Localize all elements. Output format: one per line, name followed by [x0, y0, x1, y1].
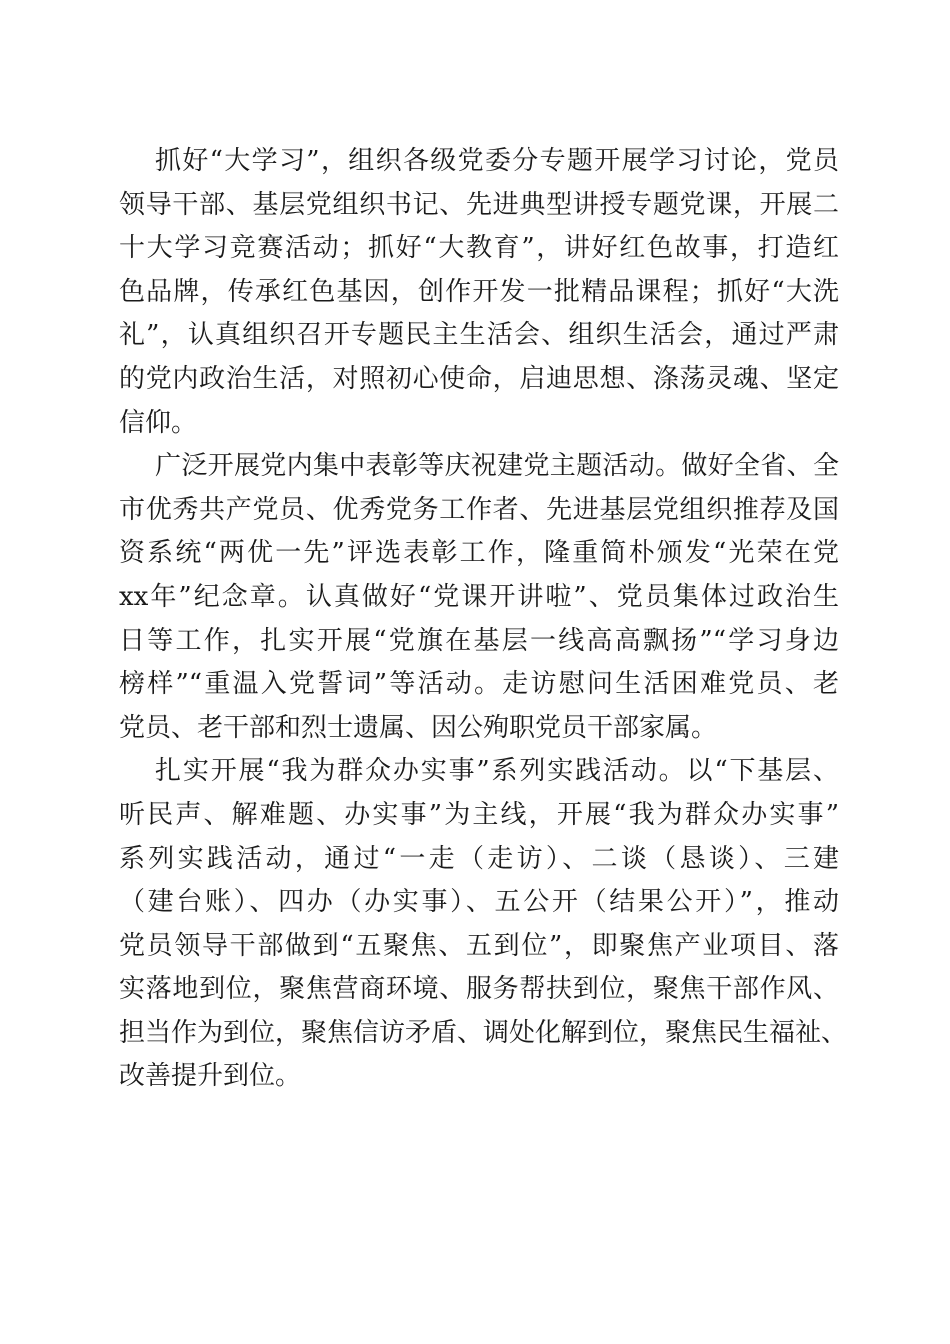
text-line: 党员、老干部和烈士遗属、因公殉职党员干部家属。 — [119, 712, 718, 743]
text-line: 担当作为到位，聚焦信访矛盾、调处化解到位，聚焦民生福祉、 — [119, 1017, 848, 1048]
paragraph-3 — [119, 750, 848, 1099]
text-line: xx年”纪念章。认真做好“党课开讲啦”、党员集体过政治生 — [119, 581, 839, 612]
text-line: 实落地到位，聚焦营商环境、服务帮扶到位，聚焦干部作风、 — [119, 974, 839, 1005]
text-line: 信仰。 — [119, 407, 198, 438]
text-line: 榜样”“重温入党誓词”等活动。走访慰问生活困难党员、老 — [119, 669, 839, 700]
text-line: 扎实开展“我为群众办实事”系列实践活动。以“下基层、 — [155, 756, 839, 787]
text-line: 十大学习竞赛活动；抓好“大教育”，讲好红色故事，打造红 — [119, 233, 839, 264]
text-line: 领导干部、基层党组织书记、先进典型讲授专题党课，开展二 — [119, 189, 839, 220]
text-line: 改善提升到位。 — [119, 1061, 302, 1092]
text-line: 听民声、解难题、办实事”为主线，开展“我为群众办实事” — [119, 799, 839, 830]
text-line: 的党内政治生活，对照初心使命，启迪思想、涤荡灵魂、坚定 — [119, 363, 839, 394]
text-line: 礼”，认真组织召开专题民主生活会、组织生活会，通过严肃 — [119, 320, 839, 351]
text-line: （建台账）、四办（办实事）、五公开（结果公开）”，推动 — [119, 887, 839, 918]
text-line: 广泛开展党内集中表彰等庆祝建党主题活动。做好全省、全 — [155, 451, 839, 482]
document-body — [119, 140, 848, 1099]
text-line: 抓好“大学习”，组织各级党委分专题开展学习讨论，党员 — [155, 146, 839, 176]
text-line: 资系统“两优一先”评选表彰工作，隆重简朴颁发“光荣在党 — [119, 538, 839, 569]
text-line: 色品牌，传承红色基因，创作开发一批精品课程；抓好“大洗 — [119, 276, 839, 307]
text-line: 日等工作，扎实开展“党旗在基层一线高高飘扬”“学习身边 — [119, 625, 839, 656]
paragraph-2 — [119, 445, 839, 750]
text-line: 市优秀共产党员、优秀党务工作者、先进基层党组织推荐及国 — [119, 494, 839, 525]
text-line: 党员领导干部做到“五聚焦、五到位”，即聚焦产业项目、落 — [119, 930, 839, 961]
text-line: 系列实践活动，通过“一走（走访）、二谈（恳谈）、三建 — [119, 843, 839, 874]
paragraph-1 — [119, 140, 839, 445]
